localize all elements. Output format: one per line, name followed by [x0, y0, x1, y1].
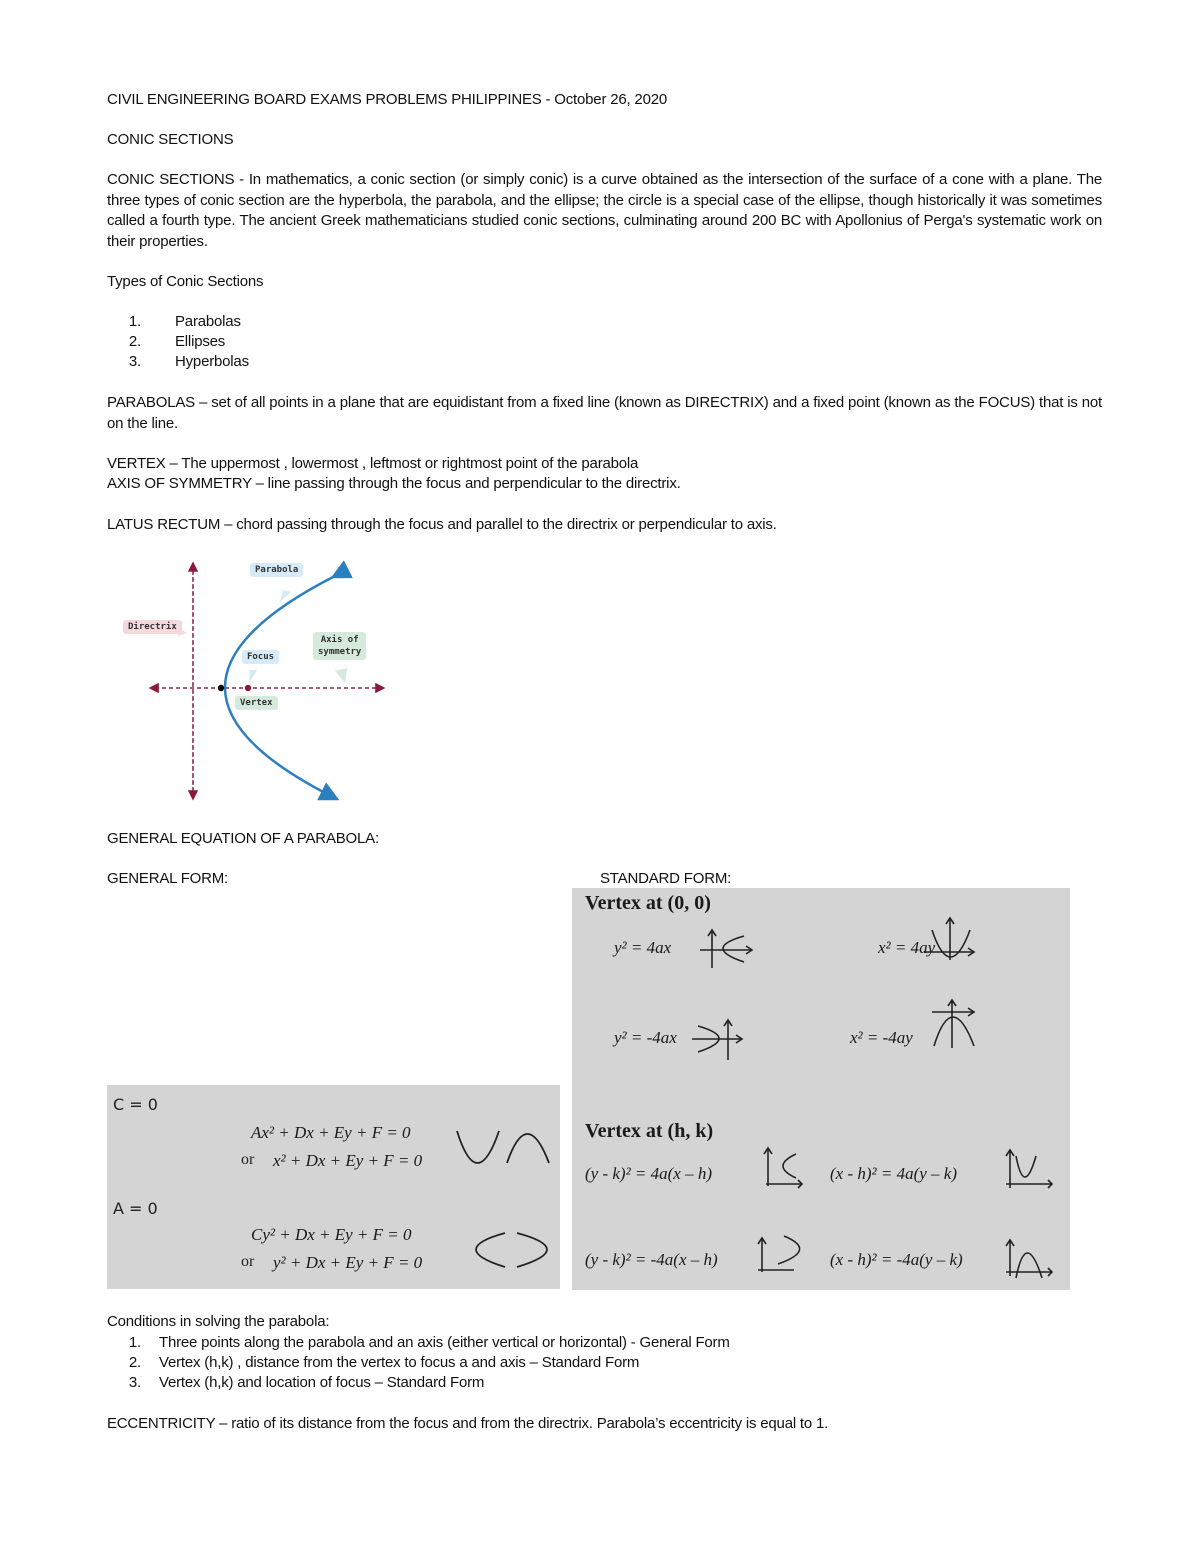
general-form-image [107, 1085, 560, 1289]
conditions-heading: Conditions in solving the parabola: [107, 1313, 330, 1330]
intro-paragraph: CONIC SECTIONS - In mathematics, a conic section (or simply conic) is a curve obtained as the intersection of the surface of a cone with a plane. The three types of conic section are the hyperbola, the parabola, and the ellipse; the circle is a special case of the ellipse, though historically it was sometimes called a fourth type. The ancient Greek mathematicians studied conic sections, culminating around 200 BC with Apollonius of Perga's systematic work on their properties. [107, 171, 1102, 250]
section-title: CONIC SECTIONS [107, 131, 234, 148]
standard-form-label: STANDARD FORM: [600, 870, 732, 887]
focus-callout: Focus [242, 650, 279, 664]
general-form-label: GENERAL FORM: [107, 870, 229, 887]
vertex-point [218, 685, 224, 691]
list-item: 2. Ellipses [128, 333, 226, 350]
general-equation-heading: GENERAL EQUATION OF A PARABOLA: [107, 830, 379, 847]
c-zero-or: or [241, 1151, 255, 1168]
parabola-callout: Parabola [250, 563, 303, 577]
types-heading: Types of Conic Sections [107, 273, 264, 290]
parabolas-definition: PARABOLAS – set of all points in a plane that are equidistant from a fixed line (known as DIRECTRIX) and a fixed point (known as the FOCUS) that is not on the line. [107, 394, 1102, 432]
vertex-callout: Vertex [235, 696, 278, 710]
standard-form-image [572, 888, 1070, 1290]
directrix-callout: Directrix [123, 620, 182, 634]
axis-callout: Axis of symmetry [313, 632, 366, 660]
equation-y2-neg4ax: y² = -4ax [614, 1028, 677, 1047]
c-zero-label: C = 0 [113, 1095, 158, 1114]
c-zero-equation-2: x² + Dx + Ey + F = 0 [273, 1151, 423, 1170]
list-item: 1. Three points along the parabola and an axis (either vertical or horizontal) - General Form [128, 1334, 730, 1351]
list-item: 3. Hyperbolas [128, 353, 249, 370]
c-zero-equation-1: Ax² + Dx + Ey + F = 0 [251, 1123, 411, 1142]
vertex-origin-heading: Vertex at (0, 0) [585, 892, 711, 914]
document-title: CIVIL ENGINEERING BOARD EXAMS PROBLEMS PHILIPPINES - October 26, 2020 [107, 91, 668, 108]
standard-form-sketches [572, 888, 1070, 1290]
equation-x2-neg4ay: x² = -4ay [850, 1028, 913, 1047]
parabola-curve [225, 576, 335, 798]
parabola-diagram [115, 558, 395, 803]
focus-point [245, 685, 251, 691]
vertex-hk-heading: Vertex at (h, k) [585, 1120, 714, 1142]
equation-hk-3: (y - k)² = -4a(x – h) [585, 1250, 718, 1269]
axis-definition: AXIS OF SYMMETRY – line passing through the focus and perpendicular to the directrix. [107, 475, 681, 492]
parabola-diagram-svg [115, 558, 395, 803]
list-item: 1. Parabolas [128, 313, 241, 330]
equation-hk-1: (y - k)² = 4a(x – h) [585, 1164, 713, 1183]
list-item: 3. Vertex (h,k) and location of focus – Standard Form [128, 1374, 485, 1391]
a-zero-label: A = 0 [113, 1199, 158, 1218]
a-zero-equation-2: y² + Dx + Ey + F = 0 [273, 1253, 423, 1272]
equation-x2-4ay: x² = 4ay [878, 938, 936, 957]
equation-hk-4: (x - h)² = -4a(y – k) [830, 1250, 963, 1269]
a-zero-or: or [241, 1253, 255, 1270]
vertex-definition: VERTEX – The uppermost , lowermost , leftmost or rightmost point of the parabola [107, 455, 639, 472]
latus-rectum-definition: LATUS RECTUM – chord passing through the focus and parallel to the directrix or perpendicular to axis. [107, 516, 777, 533]
eccentricity-definition: ECCENTRICITY – ratio of its distance from the focus and from the directrix. Parabola’s eccentricity is equal to 1. [107, 1415, 829, 1432]
general-form-sketches [107, 1085, 560, 1289]
equation-hk-2: (x - h)² = 4a(y – k) [830, 1164, 958, 1183]
a-zero-equation-1: Cy² + Dx + Ey + F = 0 [251, 1225, 412, 1244]
equation-y2-4ax: y² = 4ax [614, 938, 672, 957]
list-item: 2. Vertex (h,k) , distance from the vertex to focus a and axis – Standard Form [128, 1354, 640, 1371]
